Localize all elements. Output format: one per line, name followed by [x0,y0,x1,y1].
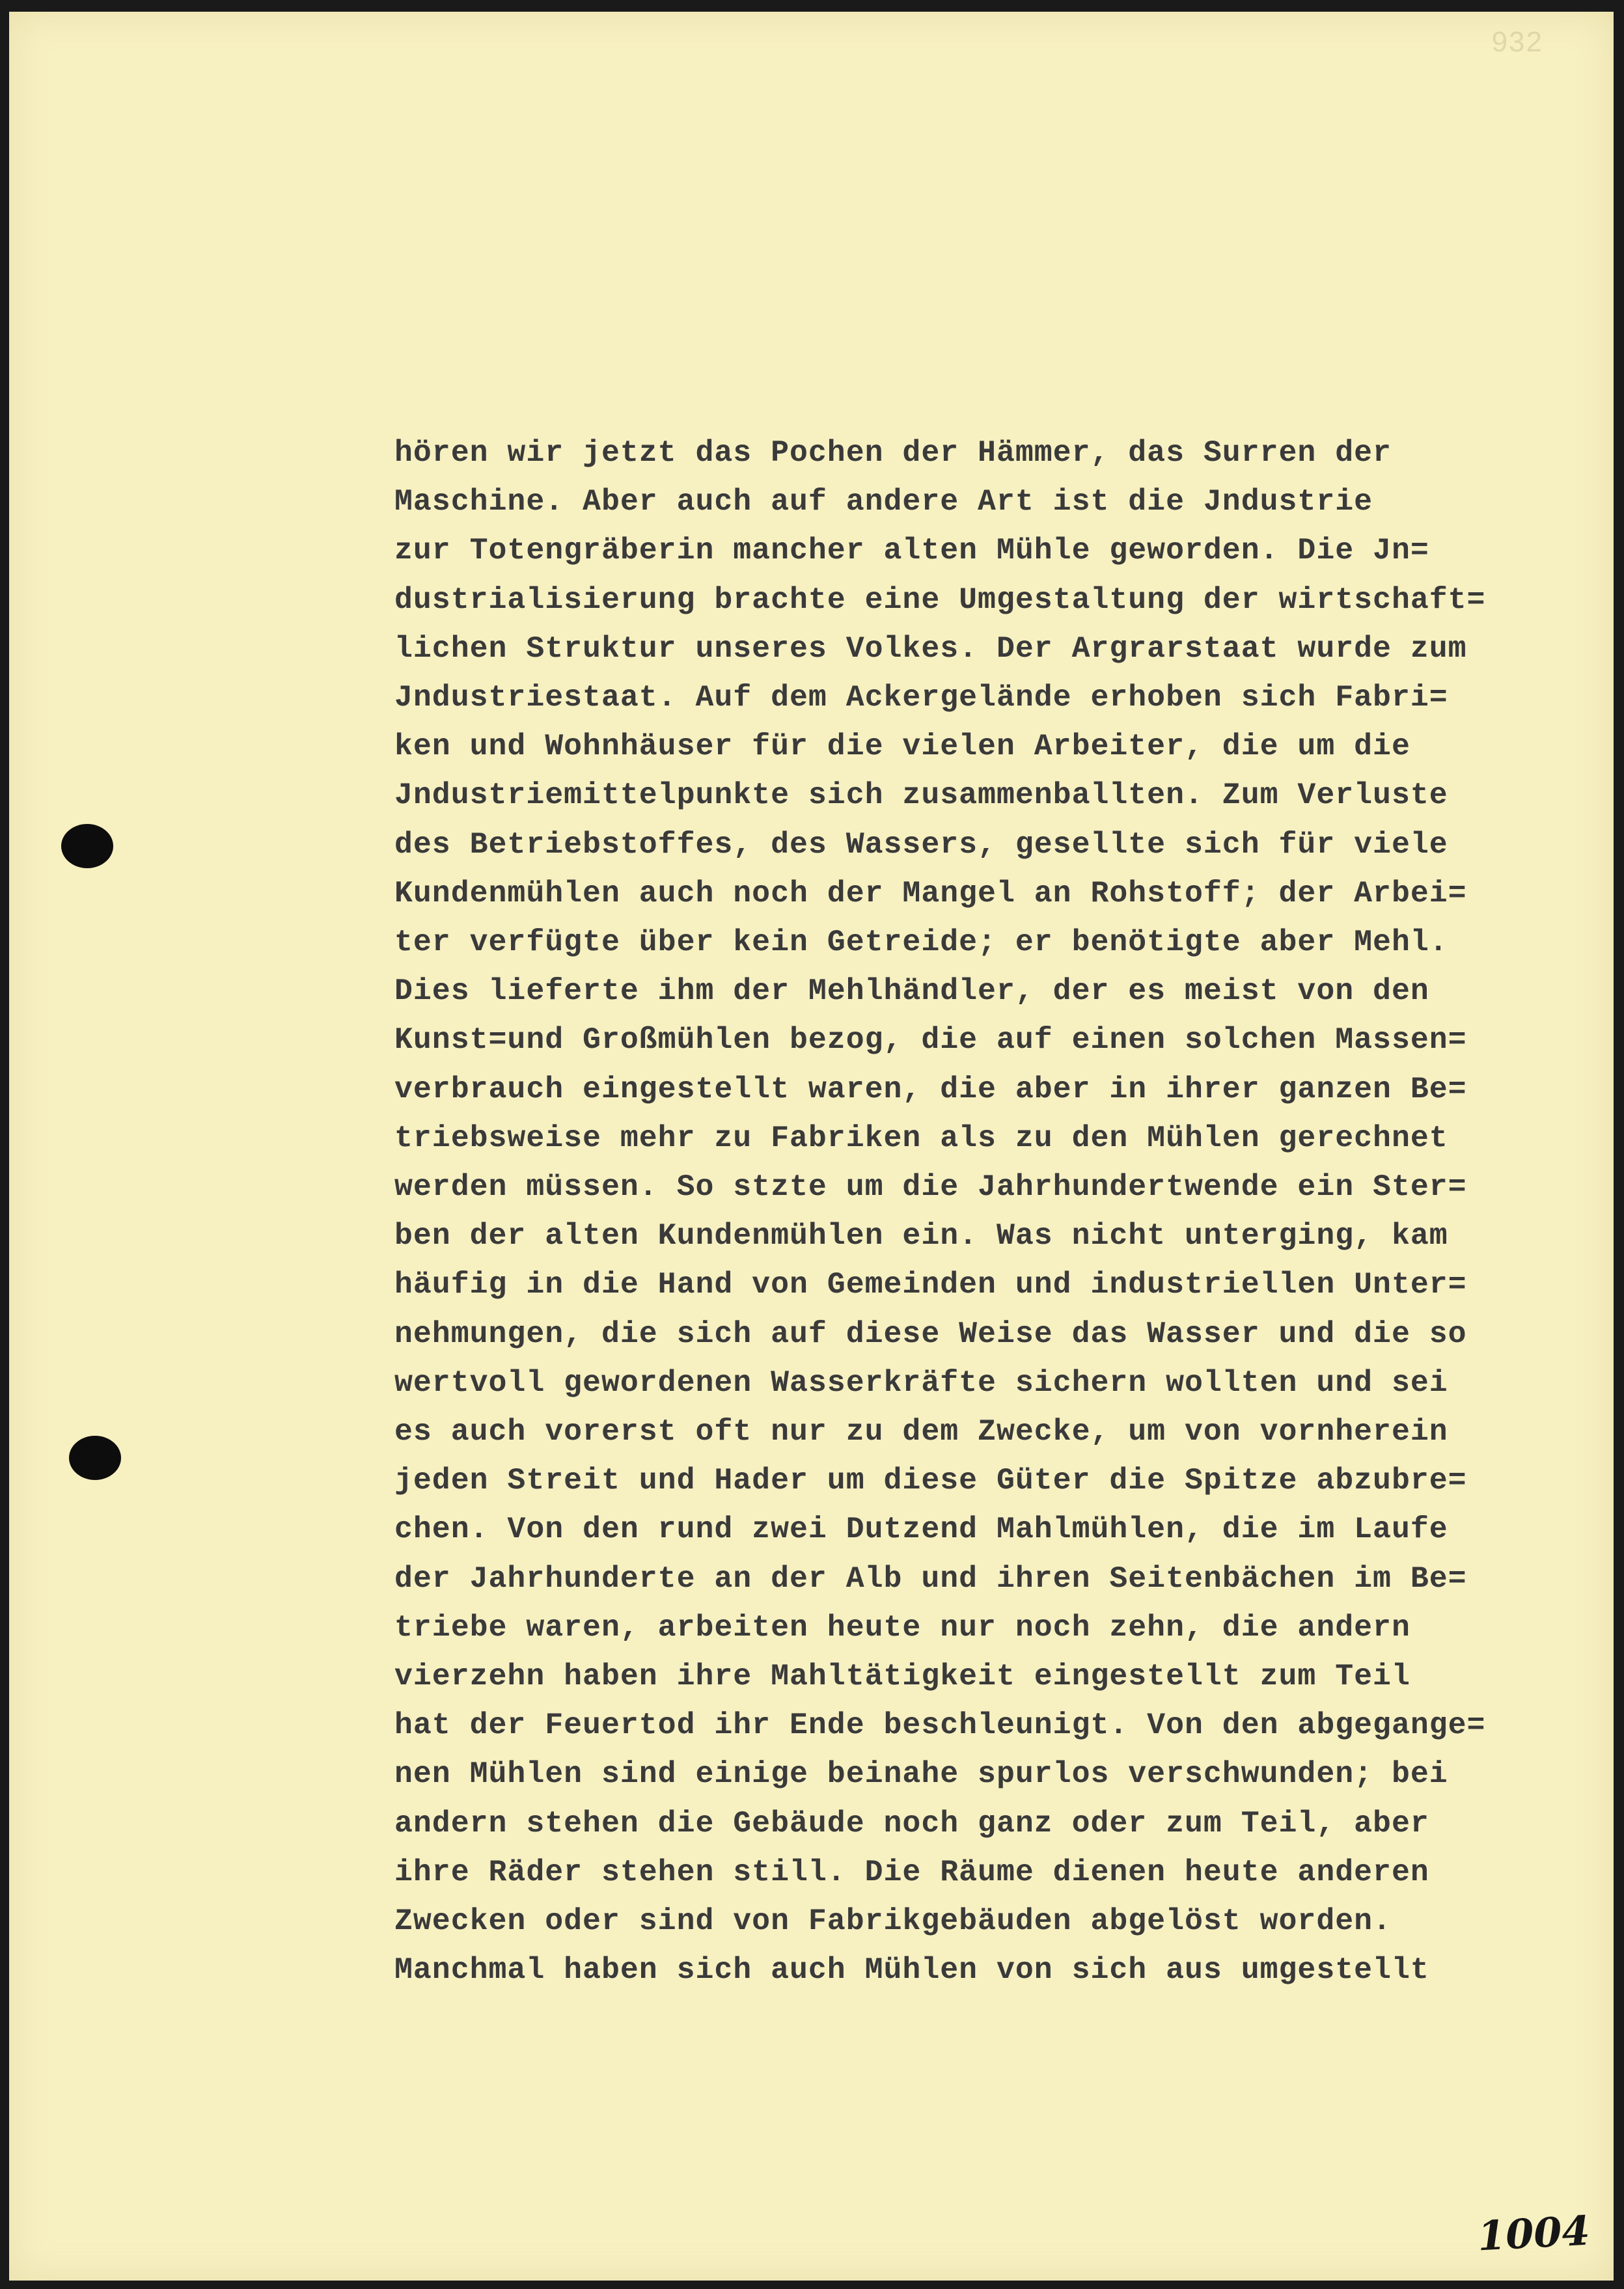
text-line: ken und Wohnhäuser für die vielen Arbeiter, die um die [394,729,1411,764]
text-line: jeden Streit und Hader um diese Güter die Spitze abzubre= [394,1463,1467,1498]
text-line: verbrauch eingestellt waren, die aber in ihrer ganzen Be= [394,1071,1467,1106]
text-line: lichen Struktur unseres Volkes. Der Argrarstaat wurde zum [394,631,1467,666]
text-line: vierzehn haben ihre Mahltätigkeit eingestellt zum Teil [394,1659,1411,1694]
text-line: zur Totengräberin mancher alten Mühle geworden. Die Jn= [394,533,1429,568]
text-line: Kundenmühlen auch noch der Mangel an Rohstoff; der Arbei= [394,875,1467,911]
text-line: chen. Von den rund zwei Dutzend Mahlmühlen, die im Laufe [394,1512,1448,1547]
text-line: es auch vorerst oft nur zu dem Zwecke, um von vornherein [394,1414,1448,1449]
text-line: der Jahrhunderte an der Alb und ihren Seitenbächen im Be= [394,1561,1467,1596]
text-line: triebe waren, arbeiten heute nur noch zehn, die andern [394,1610,1411,1645]
text-line: häufig in die Hand von Gemeinden und industriellen Unter= [394,1267,1467,1302]
punch-hole-bottom [69,1436,121,1480]
handwritten-page-number: 1004 [1476,2206,1591,2260]
text-line: Kunst=und Großmühlen bezog, die auf einen solchen Massen= [394,1022,1467,1058]
text-line: Maschine. Aber auch auf andere Art ist die Jndustrie [394,484,1373,519]
typed-text-body [394,428,1592,1995]
text-line: andern stehen die Gebäude noch ganz oder zum Teil, aber [394,1805,1429,1841]
document-page [9,12,1614,2281]
text-line: hat der Feuertod ihr Ende beschleunigt. Von den abgegange= [394,1708,1486,1743]
punch-hole-top [61,824,113,868]
text-line: ter verfügte über kein Getreide; er benötigte aber Mehl. [394,925,1448,960]
faint-corner-mark: 932 [1491,26,1543,58]
text-line: Zwecken oder sind von Fabrikgebäuden abgelöst worden. [394,1904,1392,1939]
text-line: ihre Räder stehen still. Die Räume dienen heute anderen [394,1854,1429,1889]
text-line: hören wir jetzt das Pochen der Hämmer, das Surren der [394,435,1392,470]
text-line: werden müssen. So stzte um die Jahrhundertwende ein Ster= [394,1170,1467,1205]
text-line: Dies lieferte ihm der Mehlhändler, der es meist von den [394,974,1429,1009]
text-line: nehmungen, die sich auf diese Weise das Wasser und die so [394,1316,1467,1351]
text-line: Manchmal haben sich auch Mühlen von sich aus umgestellt [394,1953,1429,1988]
text-line: triebsweise mehr zu Fabriken als zu den Mühlen gerechnet [394,1120,1448,1155]
text-line: nen Mühlen sind einige beinahe spurlos verschwunden; bei [394,1757,1448,1792]
text-line: Jndustriemittelpunkte sich zusammenballten. Zum Verluste [394,778,1448,813]
text-line: ben der alten Kundenmühlen ein. Was nicht unterging, kam [394,1218,1448,1254]
text-line: wertvoll gewordenen Wasserkräfte sichern wollten und sei [394,1365,1448,1400]
text-line: Jndustriestaat. Auf dem Ackergelände erhoben sich Fabri= [394,680,1448,715]
text-line: dustrialisierung brachte eine Umgestaltung der wirtschaft= [394,582,1486,617]
text-line: des Betriebstoffes, des Wassers, gesellte sich für viele [394,827,1448,862]
